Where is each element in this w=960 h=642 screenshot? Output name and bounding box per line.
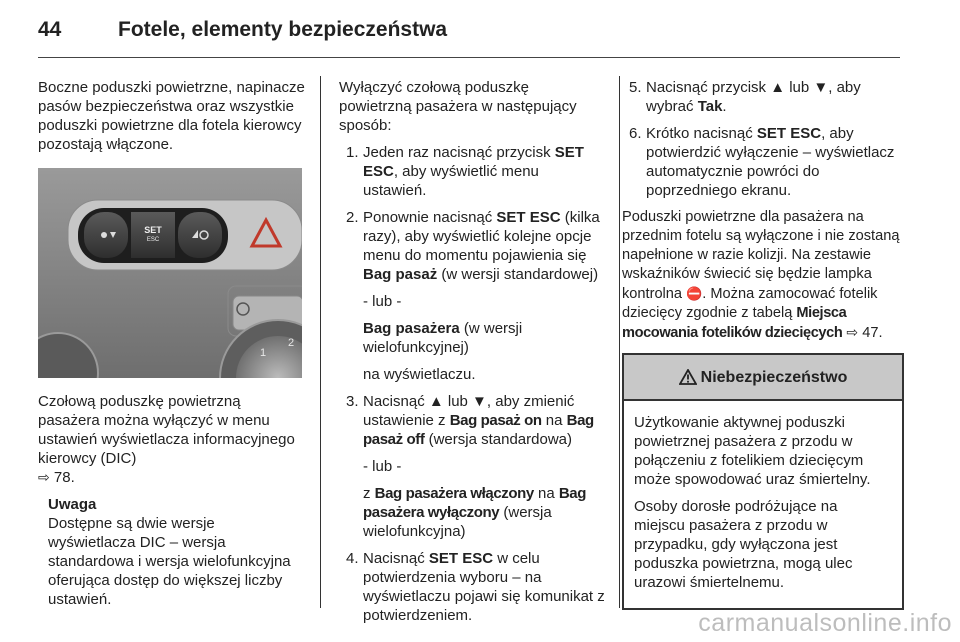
paragraph xyxy=(622,208,904,343)
step-text: (wersja wielofunkcyjna) xyxy=(363,504,552,540)
step-text: na wyświetlaczu. xyxy=(363,366,476,383)
step-number: 6. xyxy=(629,125,642,142)
watermark: carmanualsonline.info xyxy=(698,609,952,637)
step-text: na xyxy=(541,412,567,429)
step-number: 2. xyxy=(346,209,359,226)
button-name: SET ESC xyxy=(363,144,584,180)
step-text: Nacisnąć xyxy=(363,550,429,567)
step-text: na xyxy=(533,485,559,502)
note-block xyxy=(48,495,306,609)
intro-paragraph: Wyłączyć czołową poduszkę powietrzną pasażera w następujący sposób: xyxy=(339,79,577,134)
list-item xyxy=(622,78,904,116)
paragraph-text: Czołową poduszkę powietrzną pasażera można wyłączyć w menu ustawień wyświetlacza informacyjnego kierowcy (DIC) xyxy=(38,393,295,467)
header-rule xyxy=(38,57,900,58)
step-text: , aby potwierdzić wyłączenie – wyświetlacz automatycznie powróci do poprzedniego ekranu. xyxy=(646,125,895,199)
list-item xyxy=(339,143,605,200)
warning-triangle-icon xyxy=(679,369,697,385)
button-name: SET ESC xyxy=(756,125,822,142)
or-separator: - lub - xyxy=(363,293,402,310)
menu-option: Bag pasażera wyłączony xyxy=(363,485,587,521)
step-text: Jeden raz nacisnąć przycisk xyxy=(363,144,555,161)
paragraph-text: Poduszki powietrzne dla pasażera na przednim fotelu są wyłączone i nie zostaną napełnione w razie kolizji. Na zestawie wskaźników świecić się będzie lampka kontrolna xyxy=(622,209,900,302)
danger-box-title: Niebezpieczeństwo xyxy=(700,368,848,386)
column-3 xyxy=(622,78,904,610)
step-text: (w wersji standardowej) xyxy=(437,266,599,283)
steps-list xyxy=(622,78,904,200)
column-1 xyxy=(38,78,306,609)
paragraph-text: . Można zamocować fotelik dziecięcy zgodnie z tabelą xyxy=(622,286,878,321)
column-2 xyxy=(339,78,605,633)
danger-paragraph: Osoby dorosłe podróżujące na miejscu pasażera z przodu w przypadku, gdy wyłączona jest poduszka powietrzna, mogą ulec urazowi śmiertelnemu. xyxy=(634,498,853,591)
danger-paragraph: Użytkowanie aktywnej poduszki powietrznej pasażera z przodu w połączeniu z fotelikiem dziecięcym może spowodować uraz śmiertelny. xyxy=(634,414,871,488)
note-text: Dostępne są dwie wersje wyświetlacza DIC – wersja standardowa i wersja wielofunkcyjna oferująca dostęp do większej liczby ustawień. xyxy=(48,515,291,608)
steps-list xyxy=(339,143,605,625)
note-title: Uwaga xyxy=(48,496,97,513)
column-divider xyxy=(320,76,321,608)
list-item xyxy=(339,549,605,625)
paragraph: Boczne poduszki powietrzne, napinacze pasów bezpieczeństwa oraz wszystkie poduszki powietrzne dla fotela kierowcy pozostają włączone. xyxy=(38,79,305,153)
paragraph xyxy=(38,392,306,487)
cross-reference-link[interactable]: Miejsca mocowania fotelików dziecięcych xyxy=(622,305,847,341)
cross-reference-arrow-icon: ⇨ xyxy=(846,324,859,340)
step-text: z xyxy=(363,485,375,502)
step-number: 4. xyxy=(346,550,359,567)
or-separator: - lub - xyxy=(363,458,402,475)
set-esc-button xyxy=(131,212,175,258)
danger-box xyxy=(622,353,904,610)
cross-reference-arrow-icon: ⇨ xyxy=(38,469,50,485)
step-text: (wersja standardowa) xyxy=(424,431,572,448)
menu-option: Bag pasaż xyxy=(363,266,438,283)
esc-label: ESC xyxy=(146,237,160,243)
switch-panel-photo xyxy=(38,168,302,378)
step-text: (kilka razy), aby wyświetlić kolejne opcje menu do momentu pojawienia się xyxy=(363,209,600,264)
knob-label-2: 2 xyxy=(288,337,295,349)
button-name: SET ESC xyxy=(428,550,494,567)
step-number: 5. xyxy=(629,79,642,96)
menu-option: Bag pasaż on xyxy=(449,412,542,429)
step-text: , aby wyświetlić menu ustawień. xyxy=(363,163,539,199)
menu-option: Bag pasażera włączony xyxy=(374,485,534,502)
button-name: SET ESC xyxy=(496,209,561,226)
step-text: w celu potwierdzenia wyboru – na wyświetlaczu pojawi się komunikat z potwierdzeniem. xyxy=(363,550,605,624)
column-divider xyxy=(619,76,620,608)
step-text: Ponownie nacisnąć xyxy=(363,209,497,226)
airbag-off-indicator-icon: ⛔ xyxy=(686,286,703,301)
list-item xyxy=(339,208,605,384)
menu-option: Bag pasażera xyxy=(363,320,460,337)
menu-option: Tak xyxy=(697,98,723,115)
step-number: 1. xyxy=(346,144,359,161)
step-number: 3. xyxy=(346,393,359,410)
knob-label-1: 1 xyxy=(260,347,267,359)
danger-box-body xyxy=(624,401,902,608)
list-item xyxy=(622,124,904,200)
step-text: Nacisnąć przycisk ▲ lub ▼, aby wybrać xyxy=(646,79,861,115)
step-text: Krótko nacisnąć xyxy=(646,125,757,142)
set-label: SET xyxy=(144,225,162,235)
step-text: Nacisnąć ▲ lub ▼, aby zmienić ustawienie z xyxy=(363,393,575,429)
page-number: 44 xyxy=(38,18,62,41)
danger-box-header xyxy=(624,355,902,401)
list-item xyxy=(339,392,605,541)
menu-option: Bag pasaż off xyxy=(363,412,594,448)
step-text: . xyxy=(722,98,727,115)
cross-reference-link[interactable]: 78. xyxy=(53,469,75,486)
page-title: Fotele, elementy bezpieczeństwa xyxy=(118,18,448,41)
cross-reference-page[interactable]: 47. xyxy=(862,325,883,341)
step-text: (w wersji wielofunkcyjnej) xyxy=(363,320,523,356)
